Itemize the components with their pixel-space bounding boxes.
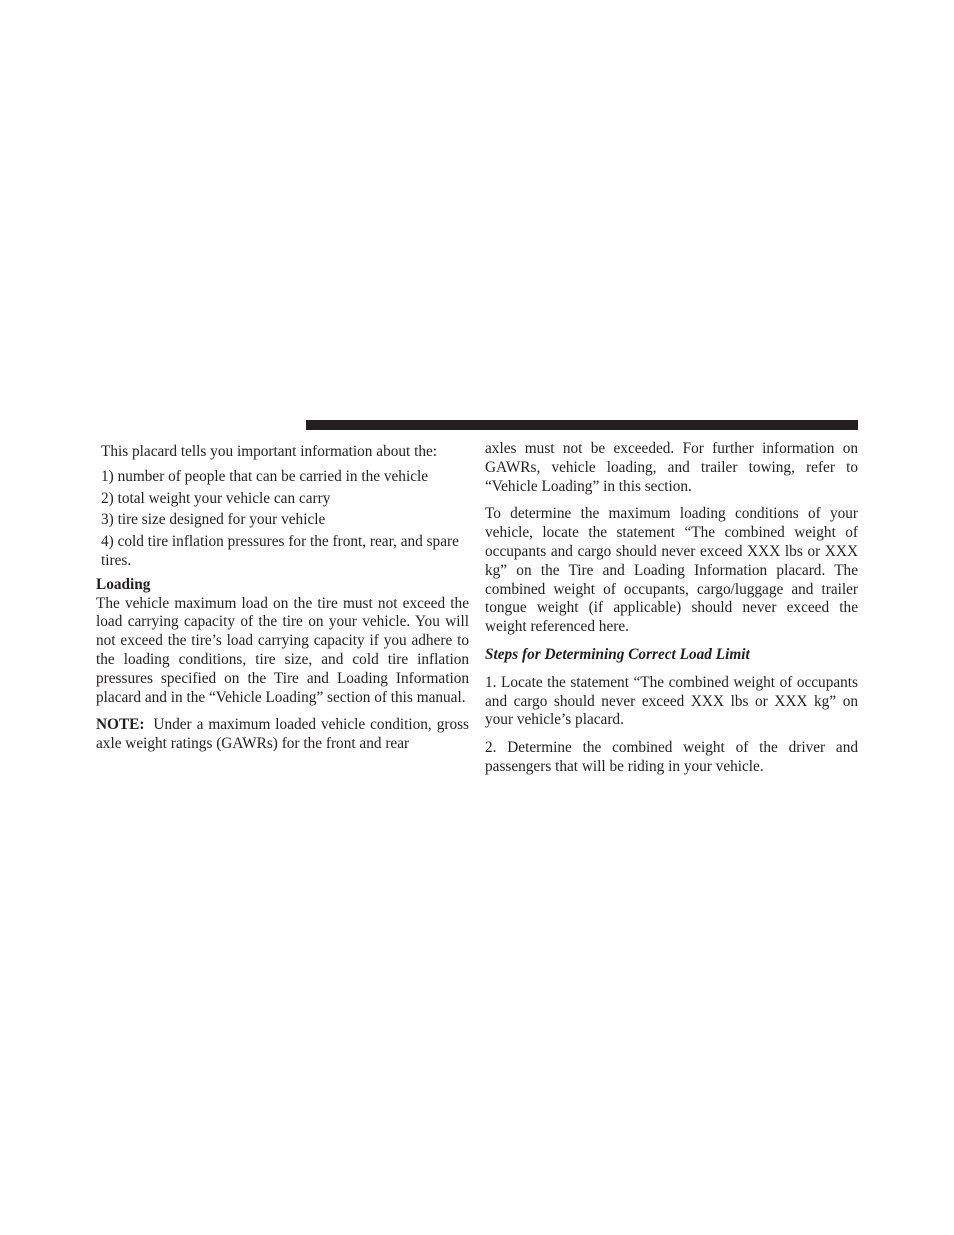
note-paragraph (96, 716, 469, 754)
loading-paragraph: The vehicle maximum load on the tire must not exceed the load carrying capacity of the tire on your vehicle. You will not exceed the tire’s load carrying capacity if you adhere to the loading conditions, tire size, and cold tire inflation pressures specified on the Tire and Loading Information placard and in the “Vehicle Loading” section of this manual. (96, 594, 469, 706)
list-item: 4) cold tire inflation pressures for the front, rear, and spare tires. (101, 533, 459, 569)
left-column (96, 440, 469, 754)
step-2: 2. Determine the combined weight of the driver and passengers that will be riding in your vehicle. (485, 739, 858, 775)
loading-heading: Loading (96, 575, 151, 593)
step-1: 1. Locate the statement “The combined weight of occupants and cargo should never exceed XXX lbs or XXX kg” on your vehicle’s placard. (485, 673, 858, 729)
note-label: NOTE: (96, 716, 145, 734)
note-continued: axles must not be exceeded. For further information on GAWRs, vehicle loading, and trailer towing, refer to “Vehicle Loading” in this section. (485, 440, 858, 495)
steps-heading: Steps for Determining Correct Load Limit (485, 645, 750, 663)
determine-paragraph: To determine the maximum loading conditions of your vehicle, locate the statement “The combined weight of occupants and cargo should never exceed XXX lbs or XXX kg” on the Tire and Loading Information placard. The combined weight of occupants, cargo/luggage and trailer tongue weight (if applicable) should never exceed the weight referenced here. (485, 505, 858, 636)
note-text: Under a maximum loaded vehicle condition, gross axle weight ratings (GAWRs) for the front and rear (96, 716, 469, 753)
right-column (485, 440, 858, 777)
list-item: 2) total weight your vehicle can carry (101, 489, 331, 507)
section-header-bar (306, 420, 858, 430)
list-item: 3) tire size designed for your vehicle (101, 511, 326, 529)
list-item: 1) number of people that can be carried in the vehicle (101, 467, 429, 485)
placard-intro: This placard tells you important information about the: (101, 443, 438, 460)
